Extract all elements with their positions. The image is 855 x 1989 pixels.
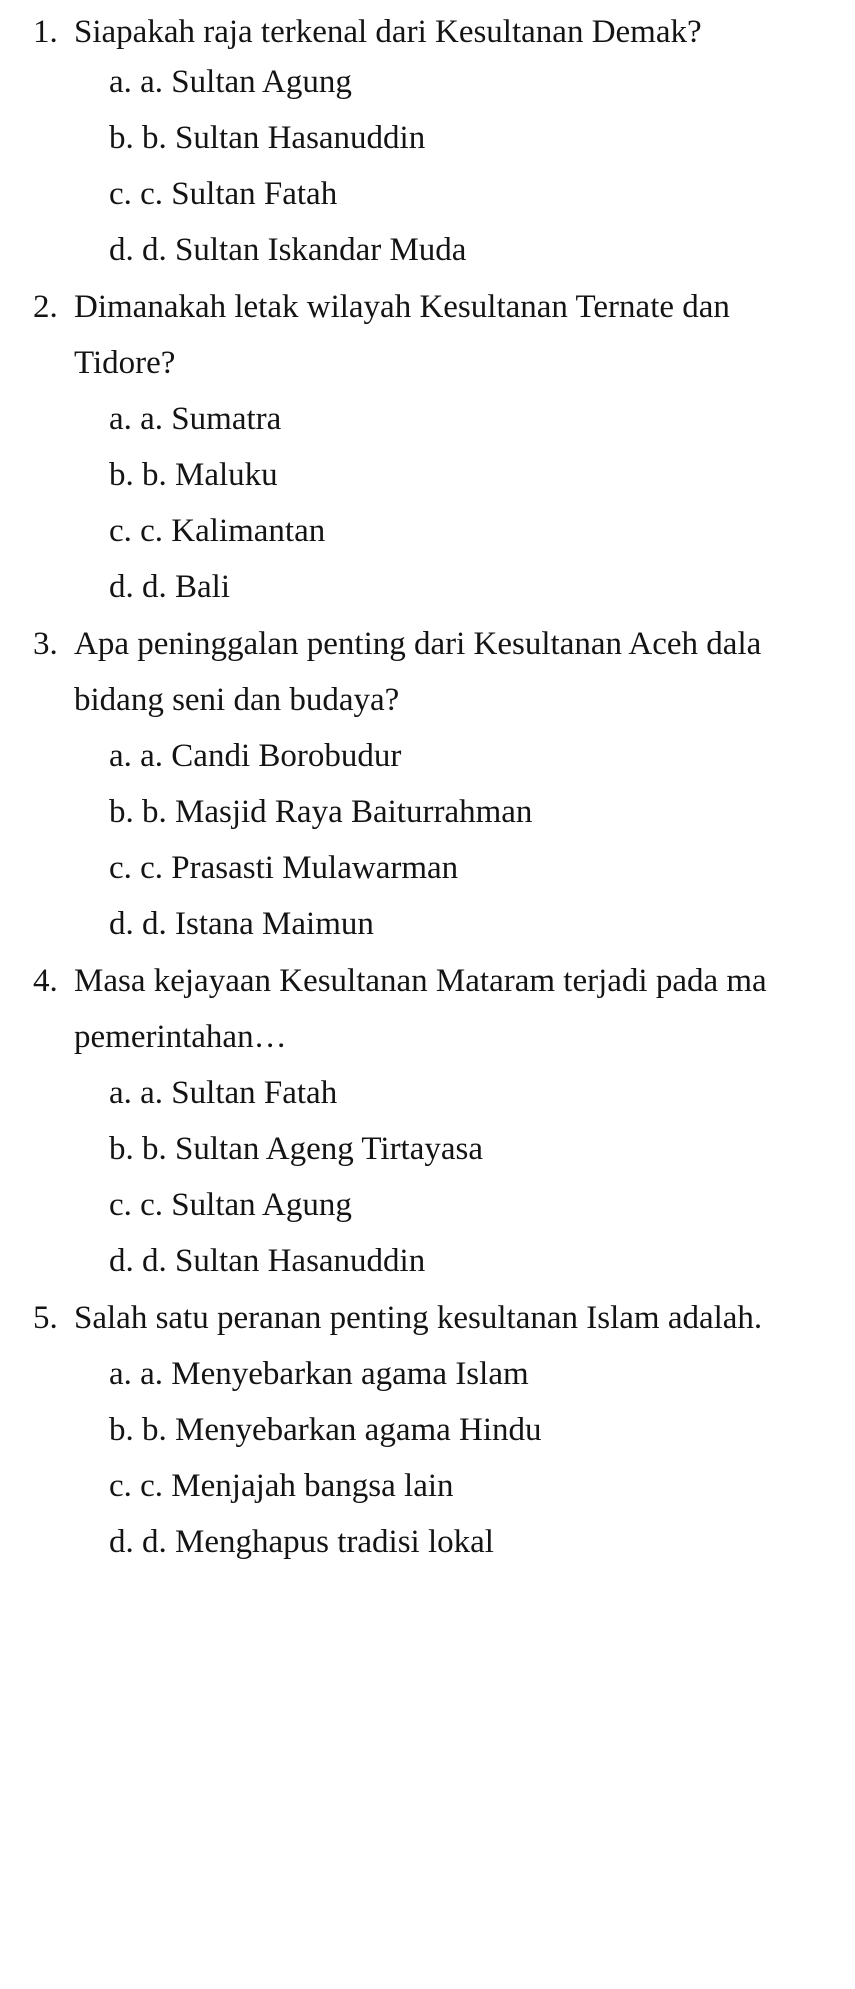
question-number: 1. [33, 14, 58, 50]
option-5a: a. a. Menyebarkan agama Islam [109, 1356, 529, 1392]
question-number: 4. [33, 963, 58, 999]
option-5b: b. b. Menyebarkan agama Hindu [109, 1412, 542, 1448]
option-4b: b. b. Sultan Ageng Tirtayasa [109, 1131, 484, 1167]
option-4d: d. d. Sultan Hasanuddin [109, 1243, 426, 1279]
option-4c: c. c. Sultan Agung [109, 1187, 352, 1223]
question-5 [33, 1298, 762, 1338]
question-4 [33, 961, 767, 1001]
option-1d: d. d. Sultan Iskandar Muda [109, 232, 467, 268]
question-text: Masa kejayaan Kesultanan Mataram terjadi pada ma [74, 963, 767, 999]
question-text: Dimanakah letak wilayah Kesultanan Ternate dan [74, 289, 730, 325]
option-3a: a. a. Candi Borobudur [109, 738, 402, 774]
option-1c: c. c. Sultan Fatah [109, 176, 338, 212]
question-3 [33, 624, 761, 664]
question-text: Siapakah raja terkenal dari Kesultanan Demak? [74, 14, 702, 50]
question-number: 5. [33, 1300, 58, 1336]
question-number: 2. [33, 289, 58, 325]
question-text-continued: Tidore? [74, 345, 176, 381]
option-2d: d. d. Bali [109, 569, 230, 605]
option-5d: d. d. Menghapus tradisi lokal [109, 1524, 494, 1560]
option-3c: c. c. Prasasti Mulawarman [109, 850, 459, 886]
option-2c: c. c. Kalimantan [109, 513, 326, 549]
option-1b: b. b. Sultan Hasanuddin [109, 120, 426, 156]
option-5c: c. c. Menjajah bangsa lain [109, 1468, 454, 1504]
option-1a: a. a. Sultan Agung [109, 64, 352, 100]
question-text: Apa peninggalan penting dari Kesultanan Aceh dala [74, 626, 762, 662]
option-3b: b. b. Masjid Raya Baiturrahman [109, 794, 533, 830]
question-1 [33, 12, 702, 52]
question-text-continued: pemerintahan… [74, 1019, 287, 1055]
option-2b: b. b. Maluku [109, 457, 278, 493]
option-4a: a. a. Sultan Fatah [109, 1075, 338, 1111]
question-2 [33, 287, 730, 327]
question-number: 3. [33, 626, 58, 662]
question-text-continued: bidang seni dan budaya? [74, 682, 400, 718]
option-2a: a. a. Sumatra [109, 401, 282, 437]
question-text: Salah satu peranan penting kesultanan Islam adalah. [74, 1300, 763, 1336]
option-3d: d. d. Istana Maimun [109, 906, 374, 942]
